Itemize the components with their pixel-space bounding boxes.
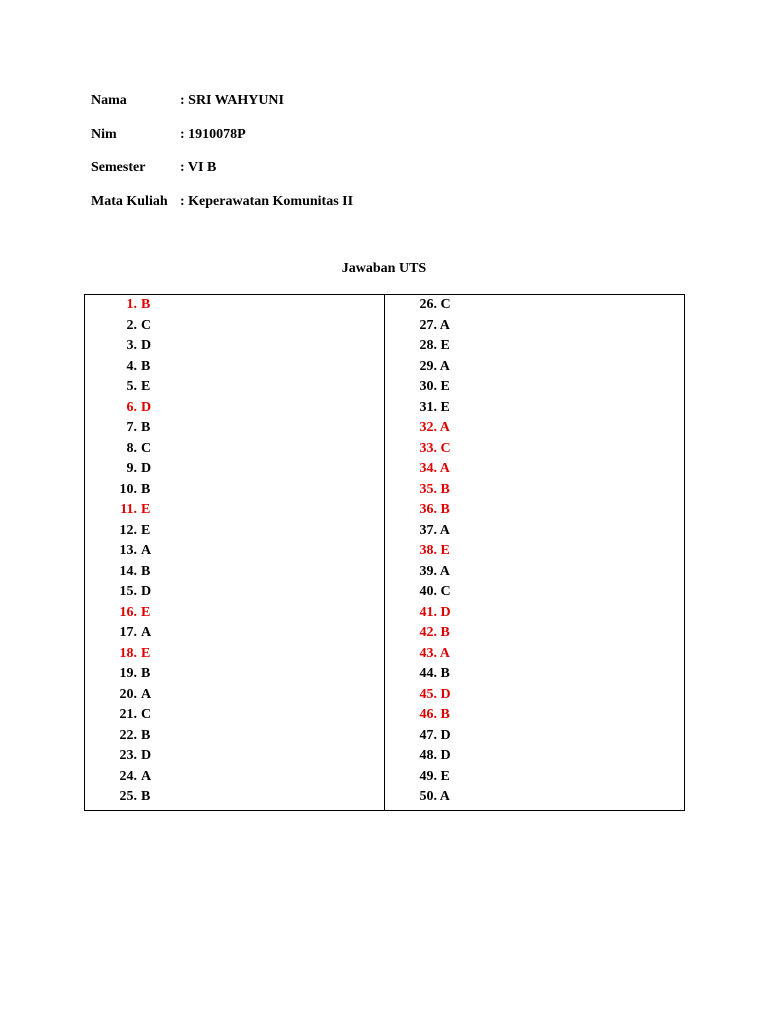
info-value: : Keperawatan Komunitas II	[180, 193, 354, 209]
answer-item	[85, 623, 384, 644]
info-row-mata-kuliah	[91, 194, 353, 228]
answer-number: 18.	[119, 645, 137, 661]
answer-item	[385, 439, 684, 460]
answer-letter: B	[141, 481, 151, 497]
answer-number: 2.	[126, 317, 137, 333]
answer-letter: D	[440, 604, 451, 620]
answer-item	[385, 746, 684, 767]
info-value: : 1910078P	[180, 126, 246, 142]
info-value: : VI B	[180, 160, 217, 175]
answer-item	[85, 439, 384, 460]
answer-letter: B	[141, 358, 151, 374]
info-row-nim	[91, 127, 353, 161]
answers-table-row	[85, 295, 685, 811]
answer-number: 44.	[419, 666, 437, 681]
answer-letter: E	[440, 768, 450, 784]
answer-letter: D	[440, 727, 451, 743]
answer-number: 26.	[419, 297, 437, 312]
answer-letter: A	[439, 789, 450, 804]
answer-number: 31.	[419, 399, 437, 415]
answers-column-left	[85, 295, 385, 811]
answer-letter: D	[141, 584, 152, 599]
answer-letter: C	[440, 440, 451, 456]
answer-letter: C	[440, 584, 451, 599]
answer-letter: B	[141, 727, 151, 743]
answer-letter: A	[439, 358, 450, 374]
answer-item	[85, 582, 384, 603]
answer-letter: D	[141, 748, 152, 763]
answer-number: 50.	[419, 789, 437, 804]
answer-number: 40.	[419, 584, 437, 599]
answer-number: 45.	[419, 686, 437, 702]
answer-item	[85, 767, 384, 788]
answer-item	[85, 562, 384, 583]
answer-letter: A	[141, 625, 152, 640]
answer-item	[385, 521, 684, 542]
answer-letter: E	[141, 379, 151, 394]
answer-item	[85, 377, 384, 398]
answer-item	[85, 480, 384, 501]
answer-number: 9.	[126, 461, 137, 476]
answer-letter: A	[439, 420, 450, 435]
answer-number: 21.	[119, 707, 137, 722]
info-label: Nim	[91, 126, 117, 142]
answer-item	[85, 398, 384, 419]
answer-letter: B	[440, 666, 450, 681]
answer-item	[385, 726, 684, 747]
answer-letter: D	[141, 461, 152, 476]
answer-number: 27.	[419, 317, 437, 333]
answer-number: 8.	[126, 440, 137, 456]
answer-item	[385, 541, 684, 562]
answer-number: 37.	[419, 522, 437, 538]
answer-number: 39.	[419, 563, 437, 579]
answers-column-right	[385, 295, 685, 811]
answer-letter: B	[440, 481, 450, 497]
answer-letter: A	[439, 522, 450, 538]
answer-number: 19.	[119, 666, 137, 681]
answer-letter: E	[141, 645, 151, 661]
answer-item	[385, 500, 684, 521]
answer-number: 20.	[119, 686, 137, 702]
answer-letter: E	[440, 379, 450, 394]
answer-item	[385, 377, 684, 398]
answer-item	[85, 644, 384, 665]
answer-letter: D	[141, 338, 152, 353]
answer-number: 34.	[419, 461, 437, 476]
answer-number: 36.	[419, 502, 437, 517]
answer-item	[85, 357, 384, 378]
answer-letter: E	[440, 543, 450, 558]
answer-number: 35.	[419, 481, 437, 497]
answer-item	[385, 357, 684, 378]
answer-number: 41.	[419, 604, 437, 620]
answer-letter: B	[440, 502, 450, 517]
answer-number: 29.	[419, 358, 437, 374]
answer-letter: B	[141, 297, 151, 312]
info-row-semester	[91, 160, 353, 194]
answer-item	[85, 295, 384, 316]
answer-number: 49.	[419, 768, 437, 784]
answer-item	[85, 705, 384, 726]
answer-number: 38.	[419, 543, 437, 558]
answer-number: 24.	[119, 768, 137, 784]
answer-letter: A	[141, 543, 152, 558]
answer-item	[385, 480, 684, 501]
answer-letter: C	[141, 317, 152, 333]
answer-letter: E	[141, 604, 151, 620]
answer-number: 12.	[119, 522, 137, 538]
answer-item	[385, 644, 684, 665]
answer-letter: A	[439, 645, 450, 661]
answer-number: 5.	[126, 379, 137, 394]
answer-item	[85, 664, 384, 685]
answer-item	[85, 316, 384, 337]
answer-item	[385, 316, 684, 337]
answer-item	[85, 521, 384, 542]
answer-item	[85, 685, 384, 706]
answer-letter: B	[141, 563, 151, 579]
answer-item	[385, 705, 684, 726]
answer-letter: D	[440, 686, 451, 702]
answer-number: 1.	[126, 297, 137, 312]
answer-letter: C	[440, 297, 451, 312]
answer-item	[85, 726, 384, 747]
answer-number: 23.	[119, 748, 137, 763]
answer-number: 48.	[419, 748, 437, 763]
answer-letter: E	[440, 399, 450, 415]
answer-letter: D	[141, 399, 152, 415]
answer-number: 22.	[119, 727, 137, 743]
student-info	[91, 93, 353, 227]
answer-number: 46.	[419, 707, 437, 722]
answer-item	[385, 398, 684, 419]
answer-item	[385, 336, 684, 357]
answer-item	[85, 500, 384, 521]
answer-number: 47.	[419, 727, 437, 743]
info-label: Mata Kuliah	[91, 193, 168, 209]
answer-number: 4.	[126, 358, 137, 374]
answers-list-right	[385, 295, 684, 810]
answer-letter: C	[141, 440, 152, 456]
answers-table	[84, 294, 685, 811]
answer-number: 17.	[119, 625, 137, 640]
answer-item	[85, 336, 384, 357]
answer-number: 7.	[126, 420, 137, 435]
answer-number: 42.	[419, 625, 437, 640]
answer-item	[385, 767, 684, 788]
answer-letter: E	[440, 338, 450, 353]
answer-letter: A	[439, 563, 450, 579]
answer-item	[385, 562, 684, 583]
answer-letter: C	[141, 707, 152, 722]
answer-item	[385, 623, 684, 644]
answer-number: 14.	[119, 563, 137, 579]
answer-item	[85, 541, 384, 562]
info-row-nama	[91, 93, 353, 127]
answer-item	[385, 685, 684, 706]
answer-number: 11.	[120, 502, 137, 517]
answer-letter: B	[440, 707, 450, 722]
answer-number: 32.	[419, 420, 437, 435]
answers-list-left	[85, 295, 384, 810]
answer-item	[85, 746, 384, 767]
answer-letter: B	[440, 625, 450, 640]
answer-item	[385, 295, 684, 316]
answer-number: 13.	[119, 543, 137, 558]
answer-item	[385, 459, 684, 480]
answer-item	[385, 787, 684, 808]
answer-item	[85, 603, 384, 624]
answer-item	[85, 459, 384, 480]
answer-letter: A	[439, 461, 450, 476]
answer-letter: A	[141, 686, 152, 702]
answer-letter: B	[141, 420, 151, 435]
answer-number: 28.	[419, 338, 437, 353]
answer-letter: B	[141, 666, 151, 681]
answer-letter: B	[141, 789, 151, 804]
answer-number: 16.	[119, 604, 137, 620]
answer-item	[385, 582, 684, 603]
answer-letter: E	[141, 522, 151, 538]
info-label: Nama	[91, 93, 127, 108]
answer-letter: E	[141, 502, 151, 517]
answer-number: 33.	[419, 440, 437, 456]
info-value: : SRI WAHYUNI	[180, 93, 284, 108]
answer-number: 43.	[419, 645, 437, 661]
answer-item	[385, 603, 684, 624]
answer-number: 30.	[419, 379, 437, 394]
info-label: Semester	[91, 160, 146, 175]
answer-number: 15.	[119, 584, 137, 599]
answer-letter: A	[439, 317, 450, 333]
answer-letter: A	[141, 768, 152, 784]
answer-item	[85, 418, 384, 439]
answer-number: 25.	[119, 789, 137, 804]
answer-number: 10.	[119, 481, 137, 497]
answer-number: 3.	[126, 338, 137, 353]
answer-number: 6.	[126, 399, 137, 415]
answer-item	[385, 664, 684, 685]
answer-item	[85, 787, 384, 808]
answers-heading: Jawaban UTS	[341, 261, 427, 276]
answer-letter: D	[440, 748, 451, 763]
answer-item	[385, 418, 684, 439]
